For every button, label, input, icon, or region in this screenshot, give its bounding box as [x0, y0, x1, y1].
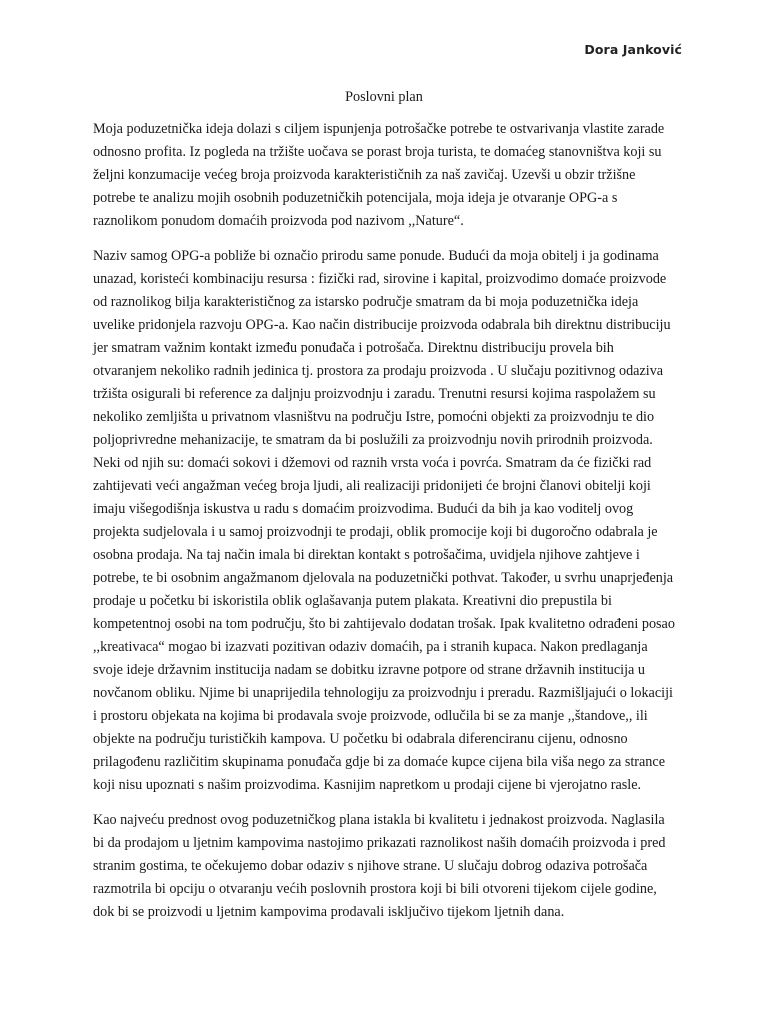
text-line: svoje ideje državnim institucija nadam se dobitku izravne potpore od strane državnih institucija u — [93, 662, 645, 678]
text-line: zahtijevati veći angažman većeg broja ljudi, ali realizaciji pridonijeti će brojni članovi obitelji koji — [93, 478, 651, 494]
text-line: unazad, koristeći kombinaciju resursa : fizički rad, sirovine i kapital, proizvodimo domaće proizvode — [93, 271, 667, 287]
text-line: Neki od njih su: domaći sokovi i džemovi od raznih vrsta voća i povrća. Smatram da će fizički rad — [93, 455, 652, 471]
text-line: osobna prodaja. Na taj način imala bi direktan kontakt s potrošačima, uvidjela njihove zahtjeve i — [93, 547, 640, 563]
text-line: imaju višegodišnja iskustva u radu s domaćim proizvodima. Budući da bih ja kao voditelj ovog — [93, 501, 634, 517]
text-line: otvaranjem nekoliko radnih jedinica tj. prostora za prodaju proizvoda . U slučaju pozitivnog odaziva — [93, 363, 664, 379]
paragraph — [93, 245, 693, 797]
text-line: odnosno profita. Iz pogleda na tržište uočava se porast broja turista, te domaćeg stanovništva koji su — [93, 144, 662, 160]
paragraph — [93, 118, 693, 233]
text-line: projekta sudjelovala i u samoj proizvodnji te prodaji, oblik promocije koji bi dugoročno odabrala je — [93, 524, 658, 540]
text-line: Naziv samog OPG-a pobliže bi označio prirodu same ponude. Budući da moja obitelj i ja godinama — [93, 248, 659, 264]
text-line: željni konzumacije većeg broja proizvoda karakterističnih za naš zavičaj. Uzevši u obzir tržišne — [93, 167, 636, 183]
text-line: uvelike pridonjela razvoju OPG-a. Kao način distribucije proizvoda odabrala bih direktnu distribuciju — [93, 317, 671, 333]
text-line: koji nisu upoznati s našim proizvodima. Kasnijim napretkom u prodaji cijene bi vjerojatno rasle. — [93, 777, 642, 793]
text-line: i prostoru objekata na kojima bi prodavala svoje proizvode, odlučila bi se za manje ,,štandove,, ili — [93, 708, 648, 724]
text-line: dok bi se proizvodi u ljetnim kampovima prodavali isključivo tijekom ljetnih dana. — [93, 904, 565, 920]
text-line: poljoprivredne mehanizacije, te smatram da bi poslužili za proizvodnju novih prirodnih proizvoda. — [93, 432, 653, 448]
text-line: raznolikom ponudom domaćih proizvoda pod nazivom ,,Nature“. — [93, 213, 464, 229]
text-line: potrebe te analizu mojih osobnih poduzetničkih potencijala, moja ideja je otvaranje OPG-a s — [93, 190, 618, 206]
text-line: objekte na području turističkih kampova. U početku bi odabrala diferenciranu cijenu, odnosno — [93, 731, 628, 747]
text-line: razmotrila bi opciju o otvaranju većih poslovnih prostora koji bi bili otvoreni tijekom cijele godine, — [93, 881, 657, 897]
document-title: Poslovni plan — [345, 89, 423, 105]
text-line: prodaje u početku bi iskoristila oblik oglašavanja putem plakata. Kreativni dio prepustila bi — [93, 593, 612, 609]
text-line: novčanom obliku. Njime bi unaprijedila tehnologiju za proizvodnju i preradu. Razmišljajući o lokaciji — [93, 685, 673, 701]
text-line: od raznolikog bilja karakterističnog za istarsko područje smatram da bi moja poduzetnička ideja — [93, 294, 639, 310]
text-line: prilagođenu različitim skupinama ponuđača gdje bi za domaće kupce cijena bila viša nego za strance — [93, 754, 665, 770]
text-line: tržišta osigurali bi reference za daljnju proizvodnju i zaradu. Trenutni resursi kojima raspolažem su — [93, 386, 656, 402]
text-line: bi da prodajom u ljetnim kampovima nastojimo prikazati raznolikost naših domaćih proizvoda i pred — [93, 835, 666, 851]
text-line: stranim gostima, te očekujemo dobar odaziv s njihove strane. U slučaju dobrog odaziva potrošača — [93, 858, 648, 874]
text-line: ,,kreativaca“ mogao bi izazvati pozitivan odaziv domaćih, pa i stranih kupaca. Nakon predlaganja — [93, 639, 648, 655]
text-line: jer smatram važnim kontakt između ponuđača i potrošača. Direktnu distribuciju provela bih — [93, 340, 614, 356]
text-line: potrebe, te bi osobnim angažmanom djelovala na poduzetnički pothvat. Također, u svrhu unaprjeđenja — [93, 570, 674, 586]
paragraph — [93, 809, 693, 924]
author-name: Dora Janković — [584, 42, 682, 57]
text-line: kompetentnoj osobi na tom području, što bi zahtijevalo dodatan trošak. Ipak kvalitetno odrađeni posao — [93, 616, 675, 632]
text-line: Moja poduzetnička ideja dolazi s ciljem ispunjenja potrošačke potrebe te ostvarivanja vlastite zarade — [93, 121, 665, 137]
document-body — [93, 118, 693, 936]
text-line: Kao najveću prednost ovog poduzetničkog plana istakla bi kvalitetu i jednakost proizvoda. Naglasila — [93, 812, 665, 828]
text-line: nekoliko zemljišta u privatnom vlasništvu na području Istre, pomoćni objekti za proizvodnju te dio — [93, 409, 655, 425]
